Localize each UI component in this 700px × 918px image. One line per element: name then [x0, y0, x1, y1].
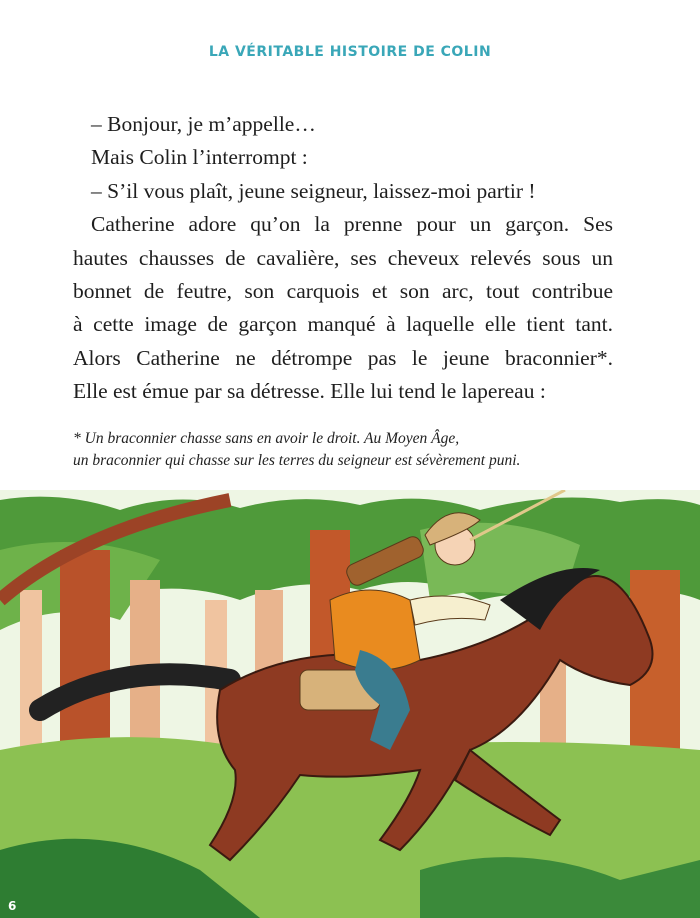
footnote-line: un braconnier qui chasse sur les terres du seigneur est sévèrement puni.	[73, 452, 521, 469]
text-line: à cette image de garçon manqué à laquelle elle tient tant.	[73, 312, 613, 337]
text-line: Alors Catherine ne détrompe pas le jeune braconnier*.	[73, 345, 613, 370]
footnote-line: * Un braconnier chasse sans en avoir le droit. Au Moyen Âge,	[73, 430, 460, 447]
text-line: hautes chausses de cavalière, ses cheveux relevés sous un	[73, 245, 613, 270]
illustration-rider-on-horse	[0, 490, 700, 918]
page-number: 6	[8, 899, 17, 913]
text-line: Mais Colin l’interrompt :	[91, 145, 308, 170]
story-text	[73, 108, 613, 409]
text-line: – S’il vous plaît, jeune seigneur, laissez-moi partir !	[91, 178, 536, 203]
text-line: Elle est émue par sa détresse. Elle lui tend le lapereau :	[73, 379, 546, 404]
text-line: – Bonjour, je m’appelle…	[91, 112, 316, 136]
text-line: Catherine adore qu’on la prenne pour un garçon. Ses	[91, 212, 613, 237]
text-line: bonnet de feutre, son carquois et son arc, tout contribue	[73, 278, 613, 303]
running-title: LA VÉRITABLE HISTOIRE DE COLIN	[208, 44, 492, 60]
footnote	[73, 428, 613, 472]
